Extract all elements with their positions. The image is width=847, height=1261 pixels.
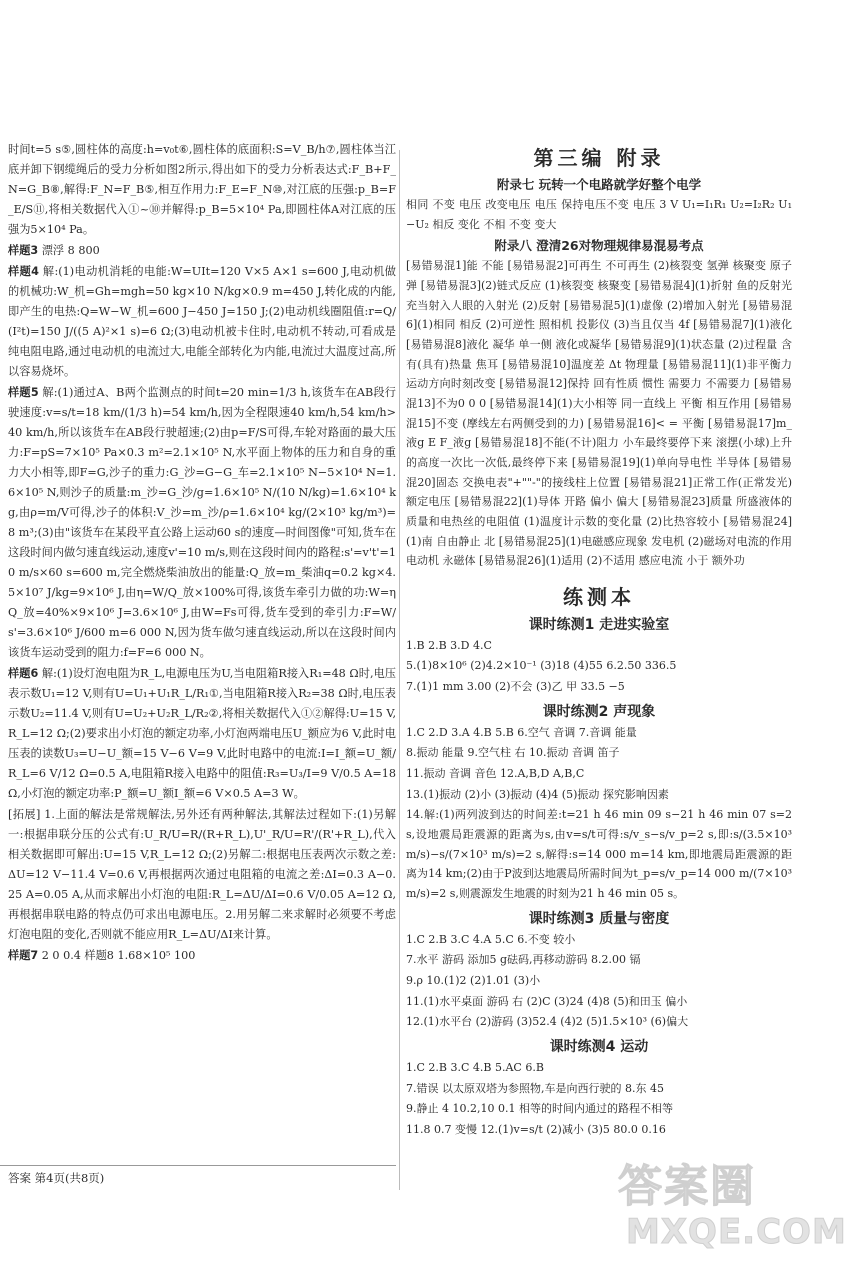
watermark-url: MXQE.COM — [626, 1212, 847, 1252]
lesson-title: 课时练测2 声现象 — [542, 703, 656, 720]
answer-line: 9.ρ 10.(1)2 (2)1.01 (3)小 — [406, 974, 541, 987]
answer-line: 7.(1)1 mm 3.00 (2)不会 (3)乙 甲 33.5 −5 — [406, 680, 625, 694]
watermark-logo — [618, 1150, 847, 1256]
answer-line: 8.振动 能量 9.空气柱 右 10.振动 音调 笛子 — [406, 746, 620, 760]
answer-line: 11.8 0.7 变慢 12.(1)v=s/t (2)减小 (3)5 80.0 0.16 — [406, 1122, 666, 1136]
book-title: 练测本 — [563, 584, 635, 609]
lesson-title: 课时练测4 运动 — [549, 1038, 649, 1055]
footer-rule — [0, 1165, 396, 1166]
appendix-body: 相同 不变 电压 改变电压 电压 保持电压不变 电压 3 V U₁=I₁R₁ U₂=I₂R₂ U₁−U₂ 相反 变化 不相 不变 变大 — [406, 198, 792, 231]
answer-paragraph: 样题4 解:(1)电动机消耗的电能:W=UIt=120 V×5 A×1 s=600 J,电动机做的机械功:W_机=Gh=mgh=50 kg×10 N/kg×0.9 m=450 J,转化成的内能,即产生的电热:Q=W−W_机=600 J−450 J=150 J;(2)电动机线圈阻值:r=Q/(I²t)=150 J/((5 A)²×1 s)=6 Ω;(3)电动机被卡住时,电动机不转动,可看成是纯电阻电路,通过电动机的电流过大,电能全部转化为内能,电流过大温度过高,所以容易烧坏。 — [8, 265, 396, 378]
right-column — [406, 140, 792, 1141]
appendix-title: 附录八 澄清26对物理规律易混易考点 — [494, 238, 704, 254]
answer-line: 7.水平 游码 添加5 g砝码,再移动游码 8.2.00 镉 — [406, 953, 641, 967]
left-column — [8, 140, 396, 967]
answer-paragraph: 样题7 2 0 0.4 样题8 1.68×10⁵ 100 — [8, 949, 196, 962]
page-footer: 答案 第4页(共8页) — [8, 1171, 105, 1185]
answer-line: 11.(1)水平桌面 游码 右 (2)C (3)24 (4)8 (5)和田玉 偏小 — [406, 994, 688, 1008]
appendix-title: 附录七 玩转一个电路就学好整个电学 — [496, 177, 702, 192]
answer-line: 9.静止 4 10.2,10 0.1 相等的时间内通过的路程不相等 — [406, 1102, 673, 1116]
lesson-title: 课时练测3 质量与密度 — [528, 910, 670, 927]
answer-line: 1.C 2.D 3.A 4.B 5.B 6.空气 音调 7.音调 能量 — [406, 725, 637, 739]
answer-line: 5.(1)8×10⁶ (2)4.2×10⁻¹ (3)18 (4)55 6.2.50 336.5 — [406, 659, 677, 673]
answer-line: 1.C 2.B 3.C 4.B 5.AC 6.B — [406, 1060, 544, 1074]
answer-line: 14.解:(1)两列波到达的时间差:t=21 h 46 min 09 s−21 h 46 min 07 s=2 s,设地震局距震源的距离为s,由v=s/t可得:s/v_s−s/v_p=2 s,即:s/(3.5×10³ m/s)−s/(7×10³ m/s)=2 s,解得:s=14 000 m=14 km,即地震局距震源的距离为14 km;(2)由于P波到达地震局所需时间为t_p=s/v_p=14 000 m/(7×10³ m/s)=2 s,则震源发生地震的时刻为21 h 46 min 05 s。 — [406, 808, 792, 901]
answer-paragraph: 样题5 解:(1)通过A、B两个监测点的时间t=20 min=1/3 h,该货车在AB段行驶速度:v=s/t=18 km/(1/3 h)=54 km/h,因为全程限速40 km/h,54 km/h>40 km/h,所以该货车在AB段行驶超速;(2)由p=F/S可得,车轮对路面的最大压力:F=pS=7×10⁵ Pa×0.3 m²=2.1×10⁵ N,水平面上物体的压力和自身的重力大小相等,即F=G,沙子的重力:G_沙=G−G_车=2.1×10⁵ N−5×10⁴ N=1.6×10⁵ N,则沙子的质量:m_沙=G_沙/g=1.6×10⁵ N/(10 N/kg)=1.6×10⁴ kg,由ρ=m/V可得,沙子的体积:V_沙=m_沙/ρ=1.6×10⁴ kg/(2×10³ kg/m³)=8 m³;(3)由"该货车在某段平直公路上运动60 s的速度—时间图像"可知,货车在这段时间内做匀速直线运动,速度v'=10 m/s,则在这段时间内的路程:s'=v't'=10 m/s×60 s=600 m,完全燃烧柴油放出的能量:Q_放=m_柴油q=0.2 kg×4.5×10⁷ J/kg=9×10⁶ J,由η=W/Q_放×100%可得,该货车牵引力做的功:W=ηQ_放=40%×9×10⁶ J=3.6×10⁶ J,由W=Fs可得,货车受到的牵引力:F=W/s'=3.6×10⁶ J/600 m=6 000 N,因为货车做匀速直线运动,所以在这段时间内该货车运动受到的阻力:f=F=6 000 N。 — [8, 386, 396, 659]
lesson-title: 课时练测1 走进实验室 — [528, 616, 670, 633]
answer-paragraph: 样题6 解:(1)设灯泡电阻为R_L,电源电压为U,当电阻箱R接入R₁=48 Ω时,电压表示数U₁=12 V,则有U=U₁+U₁R_L/R₁①,当电阻箱R接入R₂=38 Ω时,电压表示数U₂=11.4 V,则有U=U₂+U₂R_L/R₂②,将相关数据代入①②解得:U=15 V,R_L=12 Ω;(2)要求出小灯泡的额定功率,小灯泡两端电压U_额应为6 V,此时电压表的读数U₃=U−U_额=15 V−6 V=9 V,此时电路中的电流:I=I_额=U_额/R_L=6 V/12 Ω=0.5 A,电阻箱R接入电路中的阻值:R₃=U₃/I=9 V/0.5 A=18 Ω,小灯泡的额定功率:P_额=U_额I_额=6 V×0.5 A=3 W。 — [8, 667, 396, 800]
answer-line: 11.振动 音调 音色 12.A,B,D A,B,C — [406, 767, 585, 781]
answer-line: 1.C 2.B 3.C 4.A 5.C 6.不变 较小 — [406, 932, 576, 946]
answer-line: 1.B 2.B 3.D 4.C — [406, 638, 492, 652]
answer-line: 13.(1)振动 (2)小 (3)振动 (4)4 (5)振动 探究影响因素 — [406, 787, 669, 801]
answer-line: 12.(1)水平台 (2)游码 (3)52.4 (4)2 (5)1.5×10³ (6)偏大 — [406, 1015, 689, 1029]
part-title: 第三编 附录 — [533, 146, 665, 170]
column-divider — [399, 150, 400, 1190]
answer-line: 7.错误 以太原双塔为参照物,车是向西行驶的 8.东 45 — [406, 1081, 664, 1095]
answer-paragraph: 样题3 漂浮 8 800 — [8, 244, 100, 257]
watermark-text: 答案圈 — [618, 1161, 756, 1212]
answer-paragraph: 时间t=5 s⑤,圆柱体的高度:h=v₀t⑥,圆柱体的底面积:S=V_B/h⑦,圆柱体当江底并卸下钢缆绳后的受力分析如图2所示,得出如下的受力分析表达式:F_B+F_N=G_B⑧,解得:F_N=F_B⑤,相互作用力:F_E=F_N⑩,对江底的压强:p_B=F_E/S⑪,将相关数据代入①~⑩并解得:p_B=5×10⁴ Pa,即圆柱体A对江底的压强为5×10⁴ Pa。 — [8, 143, 396, 236]
answer-paragraph: [拓展] 1.上面的解法是常规解法,另外还有两种解法,其解法过程如下:(1)另解一:根据串联分压的公式有:U_R/U=R/(R+R_L),U'_R/U=R'/(R'+R_L),代入相关数据即可解出:U=15 V,R_L=12 Ω;(2)另解二:根据电压表两次示数之差:ΔU=12 V−11.4 V=0.6 V,再根据两次通过电阻箱的电流之差:ΔI=0.3 A−0.25 A=0.05 A,从而求解出小灯泡的电阻:R_L=ΔU/ΔI=0.6 V/0.05 A=12 Ω,再根据串联电路的特点仍可求出电源电压。2.用另解二来求解时必须要不考虑灯泡电阻的变化,否则就不能应用R_L=ΔU/ΔI来计算。 — [8, 808, 396, 941]
appendix-body: [易错易混1]能 不能 [易错易混2]可再生 不可再生 (2)核裂变 氢弹 核聚变 原子弹 [易错易混3](2)链式反应 (1)核裂变 核聚变 [易错易混4](1)折射 鱼的反射光充当射入人眼的入射光 (2)反射 [易错易混5](1)虚像 (2)增加入射光 [易错易混6](1)相同 相反 (2)可逆性 照相机 投影仪 (3)当且仅当 4f [易错易混7](1)液化 [易错易混8]液化 凝华 单一侧 液化或凝华 [易错易混9](1)状态量 (2)过程量 含有(具有)热量 焦耳 [易错易混10]温度差 Δt 物理量 [易错易混11](1)非平衡力 运动方向时刻改变 [易错易混12]保持 回有性质 惯性 需要力 不需要力 [易错易混13]不为0 0 0 [易错易混14](1)大小相等 同一直线上 平衡 相互作用 [易错易混15]不变 (摩线左右两侧受到的力) [易错易混16]< = 平衡 [易错易混17]m_液g E F_液g [易错易混18]不能(不计)阻力 小车最终要停下来 滚摆(小球)上升的高度一次比一次低,最终停下来 [易错易混19](1)单向导电性 半导体 [易错易混20]固态 交换电表"+""-"的接线柱上位置 [易错易混21]正常工作(正常发光) 额定电压 [易错易混22](1)导体 开路 偏小 偏大 [易错易混23]质量 所盛液体的质量和电热丝的电阻值 (1)温度计示数的变化量 (2)比热容较小 [易错易混24](1)南 自由静止 北 [易错易混25](1)电磁感应现象 发电机 (2)磁场对电流的作用 电动机 永磁体 [易错易混26](1)适用 (2)不适用 感应电流 小于 额外功 — [406, 259, 792, 568]
